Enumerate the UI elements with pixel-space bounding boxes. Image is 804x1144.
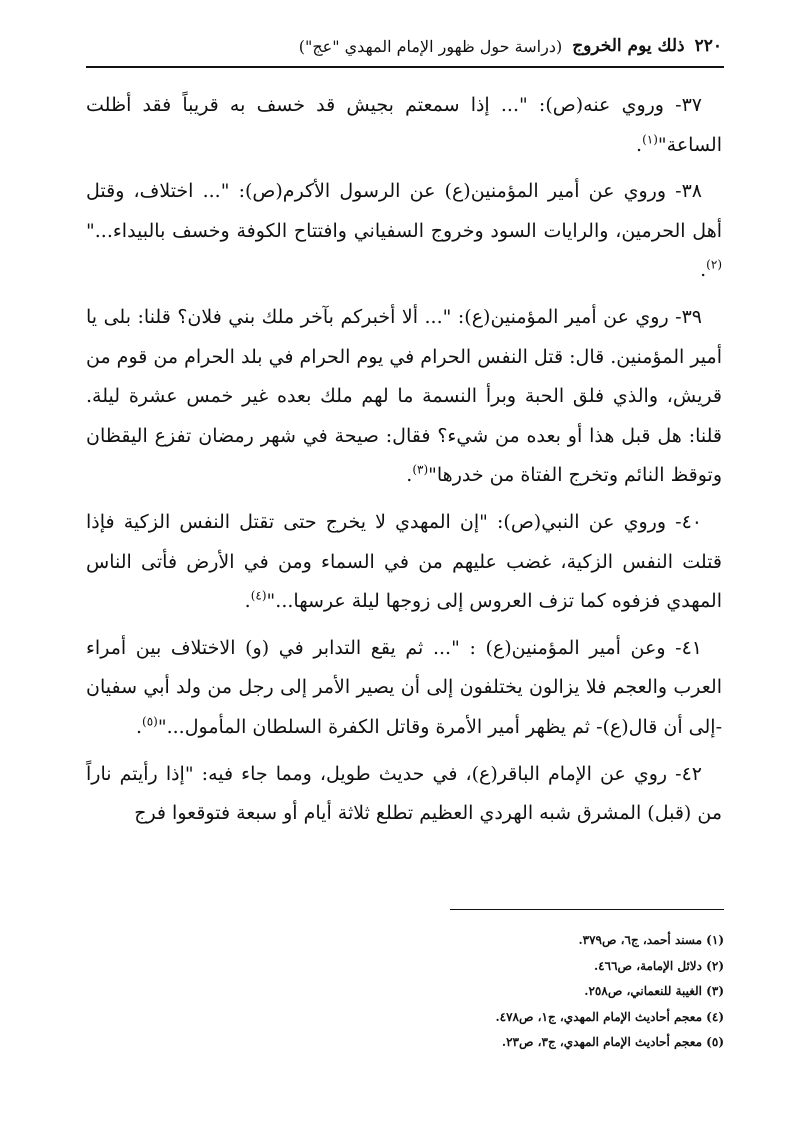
paragraph-text: ٤٠- وروي عن النبي(ص): "إن المهدي لا يخرج حتى تقتل النفس الزكية فإذا قتلت النفس الزكية، غضب عليهم من في السماء ومن في الأرض فأتى الناس المهدي فزفوه كما تزف العروس إلى زوجها ليلة عرسها..." <box>86 510 722 613</box>
book-subtitle: (دراسة حول ظهور الإمام المهدي "عج") <box>298 36 563 56</box>
page-number: ٢٢٠ <box>694 36 722 56</box>
footnote-ref: (٤) <box>250 588 267 603</box>
footnote-divider <box>450 909 724 910</box>
paragraph-end: . <box>135 715 143 738</box>
header-divider <box>86 66 724 68</box>
paragraph-text: ٤١- وعن أمير المؤمنين(ع) : "... ثم يقع التدابر في (و) الاختلاف بين أمراء العرب والعجم فلا يزالون يختلفون إلى أن يصير الأمر إلى رجل من ولد أبي سفيان -إلى أن قال(ع)- ثم يظهر أمير الأمرة وقاتل الكفرة السلطان المأمول..." <box>86 636 722 738</box>
footnotes <box>200 928 724 1056</box>
footnote-ref: (٥) <box>142 714 158 729</box>
book-title: ذلك يوم الخروج <box>572 36 685 56</box>
paragraph-end: . <box>244 590 251 613</box>
footnote-1: (١) مسند أحمد، ج٦، ص٣٧٩. <box>578 933 724 947</box>
paragraph-end: . <box>700 259 707 282</box>
paragraph-end: . <box>406 464 413 487</box>
paragraph-text: ٣٨- وروي عن أمير المؤمنين(ع) عن الرسول الأكرم(ص): "... اختلاف، وقتل أهل الحرمين، والرايات السود وخروج السفياني وافتتاح الكوفة وخسف بالبيداء..." <box>86 180 722 242</box>
paragraph-text: ٤٢- روي عن الإمام الباقر(ع)، في حديث طويل، ومما جاء فيه: "إذا رأيتم ناراً من (قبل) المشرق شبه الهردي العظيم تطلع ثلاثة أيام أو سبعة فتوقعوا فرج <box>86 762 722 825</box>
paragraph-40 <box>86 503 722 622</box>
running-header <box>86 30 722 62</box>
footnote-ref: (٢) <box>706 258 722 273</box>
paragraph-41 <box>86 629 722 748</box>
paragraph-text: ٣٩- روي عن أمير المؤمنين(ع): "... ألا أخبركم بآخر ملك بني فلان؟ قلنا: بلى يا أمير المؤمنين. قال: قتل النفس الحرام في يوم الحرام في بلد الحرام من قوم من قريش، والذي فلق الحبة وبرأ النسمة ما لهم ملك بعده غير خمس عشرة ليلة. قلنا: هل قبل هذا أو بعده من شيء؟ فقال: صيحة في شهر رمضان تفزع اليقظان وتوقظ النائم وتخرج الفتاة من خدرها" <box>86 305 722 487</box>
paragraph-38 <box>86 172 722 291</box>
paragraph-37 <box>86 86 722 165</box>
paragraph-42 <box>86 755 722 834</box>
body-text <box>86 86 722 841</box>
footnote-ref: (٣) <box>412 463 429 478</box>
paragraph-end: . <box>636 133 643 156</box>
footnote-4: (٤) معجم أحاديث الإمام المهدي، ج١، ص٤٧٨. <box>495 1009 724 1024</box>
footnote-2: (٢) دلائل الإمامة، ص٤٦٦. <box>593 958 724 973</box>
footnote-3: (٣) الغيبة للنعماني، ص٢٥٨. <box>584 984 724 998</box>
paragraph-39 <box>86 298 722 496</box>
footnote-5: (٥) معجم أحاديث الإمام المهدي، ج٣، ص٢٣. <box>501 1035 724 1049</box>
footnote-ref: (١) <box>642 132 658 147</box>
paragraph-text: ٣٧- وروي عنه(ص): "... إذا سمعتم بجيش قد خسف به قريباً فقد أظلت الساعة" <box>86 94 722 156</box>
